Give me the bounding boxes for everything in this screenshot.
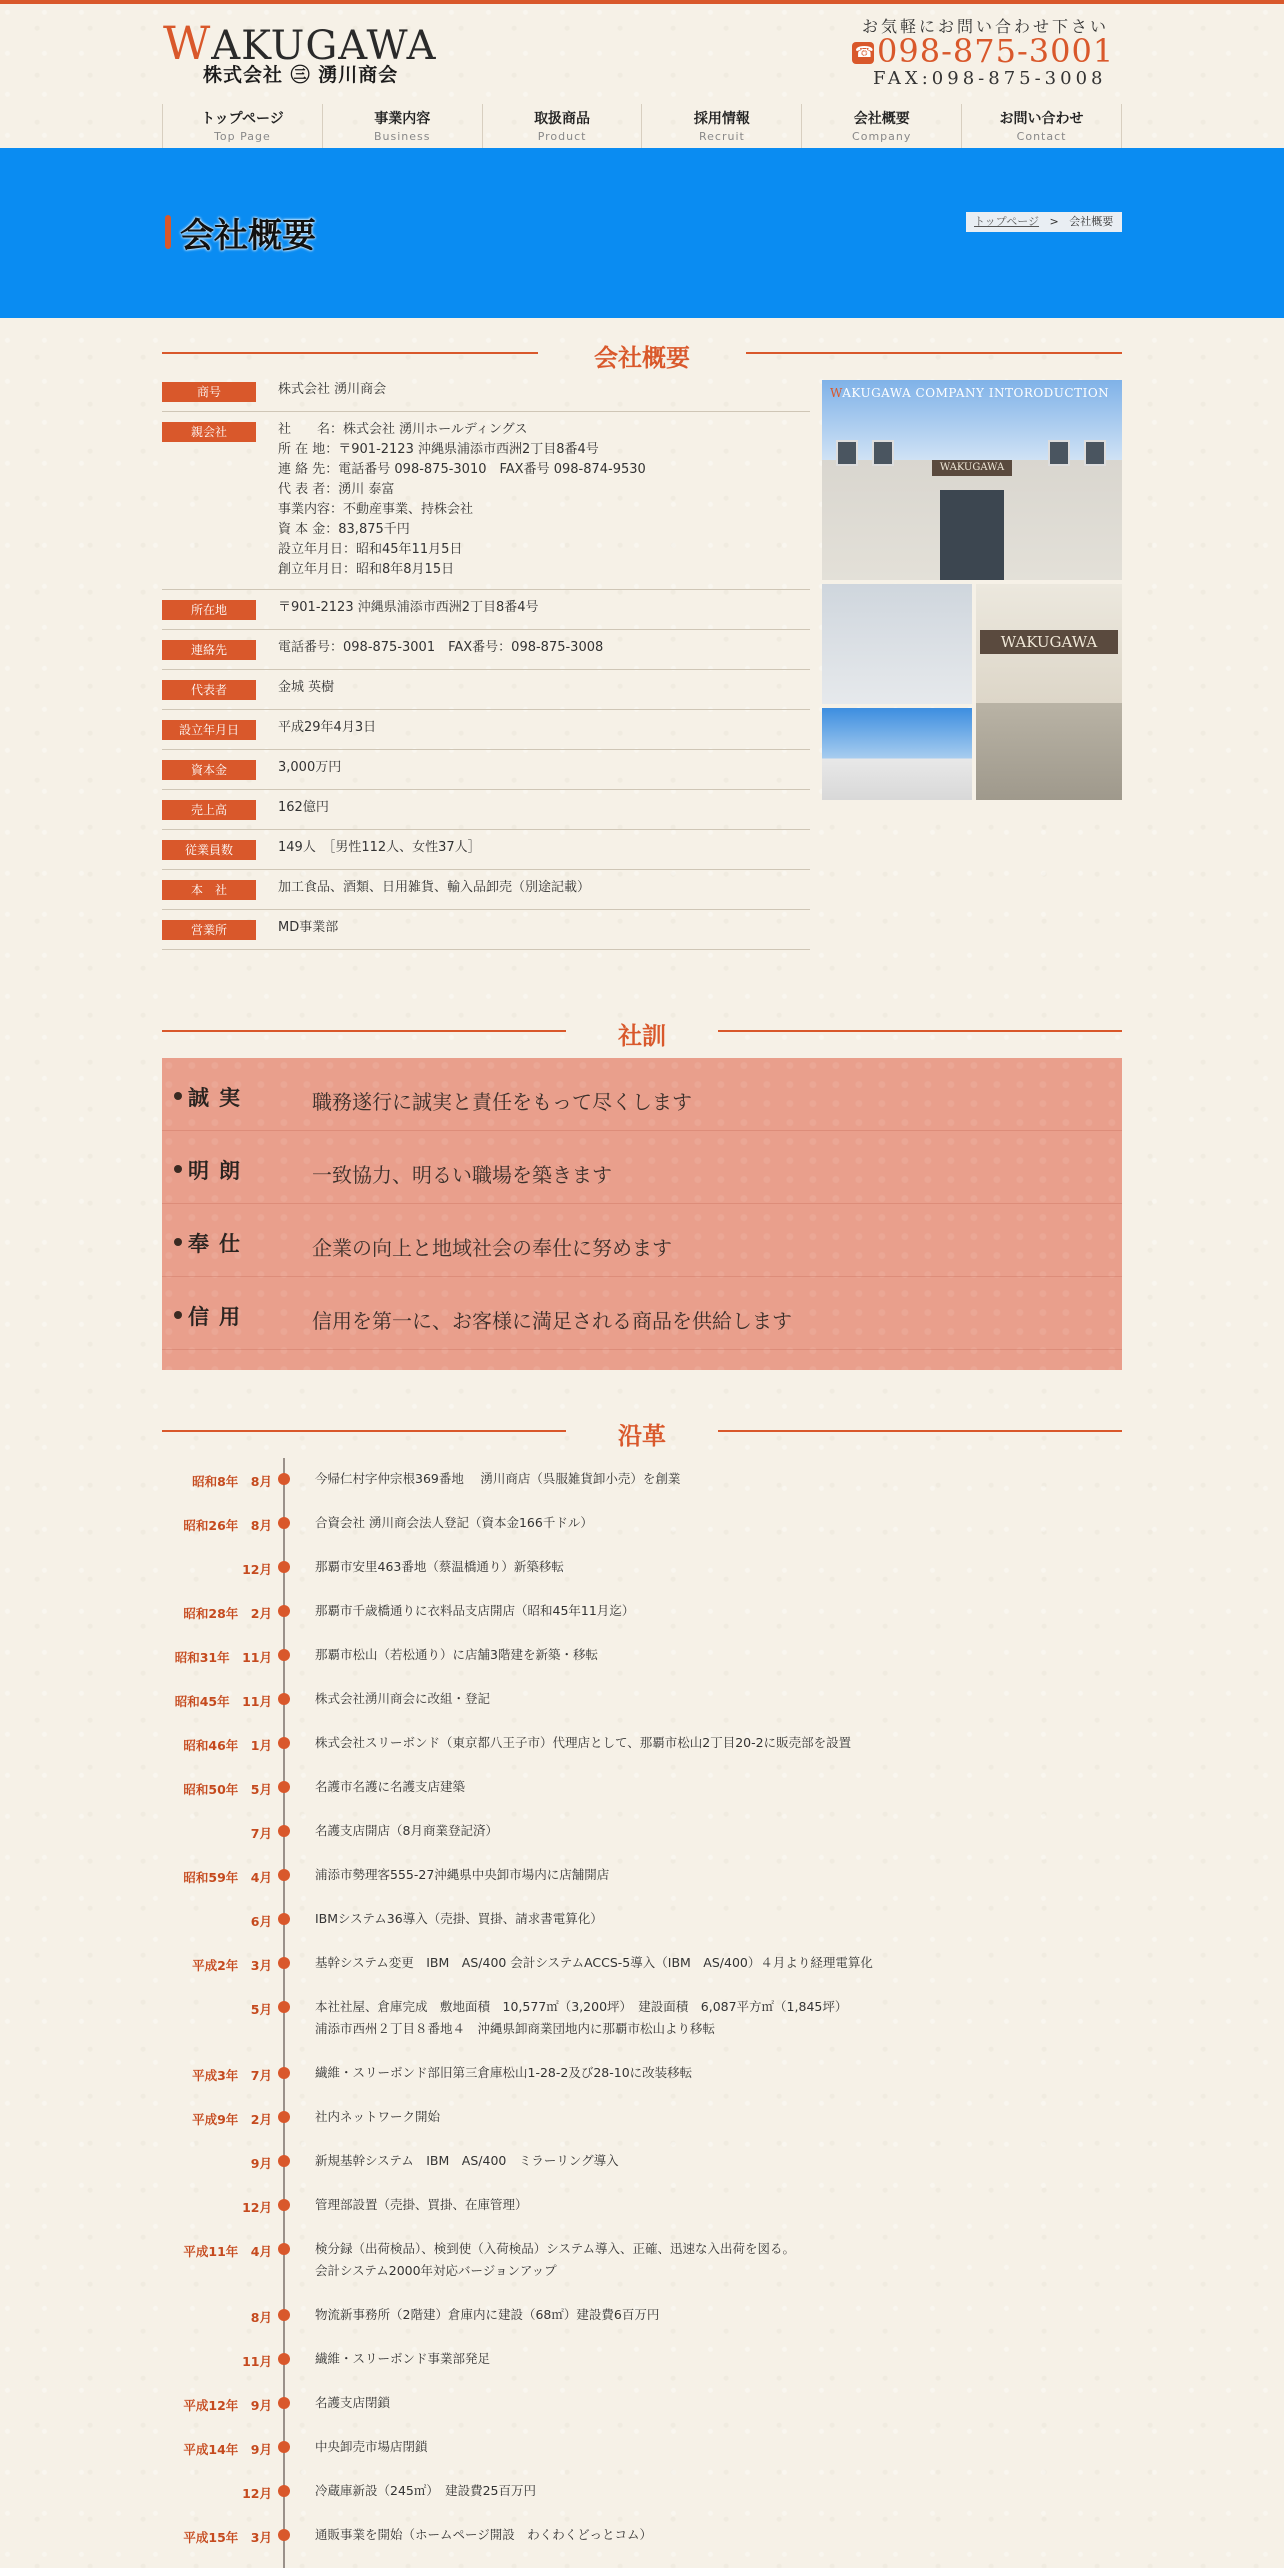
history-date: 昭和45年 11月 [174, 1694, 272, 1709]
window-shape [1084, 440, 1106, 466]
info-value [256, 838, 481, 860]
history-date: 昭和50年 5月 [183, 1782, 272, 1797]
company-photos [822, 380, 1122, 800]
nav-item-label: 採用情報 [693, 111, 750, 127]
history-text [315, 2194, 1115, 2216]
info-value [256, 420, 646, 580]
window-shape [836, 440, 858, 466]
nav-item-label: 事業内容 [374, 111, 431, 127]
history-date: 12月 [242, 2486, 272, 2501]
info-label: 本 社 [162, 880, 256, 900]
info-value-line: 資 本 金：83,875千円 [278, 522, 410, 537]
history-heading-label: 沿革 [618, 1422, 666, 1450]
info-row [162, 590, 810, 630]
info-value-line: 事業内容：不動産事業、持株会社 [278, 502, 474, 517]
history-text-line: 株式会社スリーボンド（東京都八王子市）代理店として、那覇市松山2丁目20-2に販売部を設置 [315, 1735, 852, 1750]
kunren-section-heading [162, 1016, 1122, 1050]
history-date: 12月 [242, 2200, 272, 2215]
info-value [256, 718, 376, 740]
info-label: 設立年月日 [162, 720, 256, 740]
history-text [315, 1776, 1115, 1798]
phone-icon [852, 42, 874, 64]
nav-item-sublabel: Product [537, 130, 587, 143]
history-text-line: 物流新事務所（2階建）倉庫内に建設（68㎡）建設費6百万円 [315, 2307, 660, 2322]
kunren-item [162, 1204, 1122, 1277]
info-value-line: 加工食品、酒類、日用雑貨、輸入品卸売（別途記載） [278, 880, 591, 895]
history-text-line: 新規基幹システム IBM AS/400 ミラーリング導入 [315, 2153, 619, 2168]
history-section-heading [162, 1416, 1122, 1450]
info-value-line: 162億円 [278, 800, 329, 815]
phone-number[interactable]: 098-875-3001 [877, 32, 1115, 70]
timeline-dot-icon [278, 1913, 290, 1925]
timeline-dot-icon [278, 2309, 290, 2321]
kunren-text: 職務遂行に誠実と責任をもって尽くします [312, 1090, 692, 1114]
window-shape [872, 440, 894, 466]
site-header [0, 4, 1284, 148]
info-label: 代表者 [162, 680, 256, 700]
building-sign: WAKUGAWA [932, 460, 1012, 476]
history-date: 平成3年 7月 [192, 2068, 272, 2083]
info-value-line: 連 絡 先：電話番号 098-875-3010 FAX番号 098-874-9530 [278, 462, 646, 477]
kunren-key: 明朗 [188, 1159, 250, 1183]
kunren-key: 奉仕 [188, 1232, 250, 1256]
info-row [162, 750, 810, 790]
breadcrumb-current: 会社概要 [1069, 215, 1114, 228]
building-entrance [940, 490, 1004, 580]
timeline-dot-icon [278, 1825, 290, 1837]
nav-item-company[interactable] [801, 104, 961, 148]
nav-item-recruit[interactable] [641, 104, 801, 148]
history-text-line: 那覇市松山（若松通り）に店舗3階建を新築・移転 [315, 1647, 598, 1662]
info-row [162, 630, 810, 670]
history-text-line: 通販事業を開始（ホームページ開設 わくわくどっとコム） [315, 2527, 653, 2542]
timeline-dot-icon [278, 2529, 290, 2541]
info-row [162, 830, 810, 870]
kunren-panel [162, 1058, 1122, 1370]
info-row [162, 710, 810, 750]
history-text-line: 繊維・スリーボンド事業部発足 [315, 2351, 491, 2366]
info-label: 親会社 [162, 422, 256, 442]
photo-caption: WAKUGAWA COMPANY INTORODUCTION [830, 386, 1110, 400]
history-date: 平成15年 3月 [183, 2530, 272, 2545]
kunren-text: 一致協力、明るい職場を築きます [312, 1163, 612, 1187]
history-date: 昭和59年 4月 [183, 1870, 272, 1885]
info-value-line: 〒901-2123 沖縄県浦添市西洲2丁目8番4号 [278, 600, 539, 615]
history-text [315, 1908, 1115, 1930]
info-value [256, 758, 341, 780]
timeline-dot-icon [278, 2353, 290, 2365]
bullet-icon [174, 1092, 182, 1100]
page-banner [0, 148, 1284, 318]
nav-item-label: 取扱商品 [534, 111, 591, 127]
main-nav [162, 104, 1122, 148]
history-date: 6月 [250, 1914, 272, 1929]
info-value-line: 株式会社 湧川商会 [278, 382, 387, 397]
history-date: 平成14年 9月 [183, 2442, 272, 2457]
history-text [315, 2304, 1115, 2326]
timeline-dot-icon [278, 2199, 290, 2211]
timeline-dot-icon [278, 1737, 290, 1749]
page-title: 会社概要 [180, 216, 316, 256]
timeline-dot-icon [278, 2001, 290, 2013]
nav-item-label: トップページ [201, 111, 284, 127]
site-logo[interactable]: WAKUGAWA [163, 16, 437, 70]
info-row [162, 412, 810, 590]
history-date: 9月 [250, 2156, 272, 2171]
kunren-item [162, 1277, 1122, 1350]
history-text-line: 社内ネットワーク開始 [315, 2109, 441, 2124]
history-text [315, 2436, 1115, 2458]
company-info-table [162, 372, 810, 950]
breadcrumb-home-link[interactable]: トップページ [974, 215, 1040, 228]
history-text-line: 合資会社 湧川商会法人登記（資本金166千ドル） [315, 1515, 593, 1530]
info-value-line: 創立年月日：昭和8年8月15日 [278, 562, 455, 577]
nav-item-product[interactable] [482, 104, 642, 148]
kunren-key: 誠実 [188, 1086, 250, 1110]
kunren-item [162, 1131, 1122, 1204]
timeline-dot-icon [278, 2155, 290, 2167]
exterior-photo [822, 708, 972, 800]
info-value-line: 設立年月日：昭和45年11月5日 [278, 542, 463, 557]
history-text [315, 2106, 1115, 2128]
history-text [315, 2062, 1115, 2084]
info-label: 営業所 [162, 920, 256, 940]
history-date: 昭和31年 11月 [174, 1650, 272, 1665]
info-row [162, 790, 810, 830]
info-value [256, 878, 590, 900]
info-value [256, 598, 539, 620]
timeline-dot-icon [278, 2243, 290, 2255]
history-text-line: 株式会社湧川商会に改組・登記 [315, 1691, 491, 1706]
info-value-line: 所 在 地：〒901-2123 沖縄県浦添市西洲2丁目8番4号 [278, 442, 599, 457]
history-text-line: 那覇市千歳橋通りに衣料品支店開店（昭和45年11月迄） [315, 1603, 635, 1618]
timeline-dot-icon [278, 1473, 290, 1485]
nav-item-sublabel: Recruit [698, 130, 745, 143]
info-label: 商号 [162, 382, 256, 402]
history-text [315, 1512, 1115, 1534]
history-date: 昭和26年 8月 [183, 1518, 272, 1533]
history-text-line: 管理部設置（売掛、買掛、在庫管理） [315, 2197, 528, 2212]
history-date: 平成2年 3月 [192, 1958, 272, 1973]
history-date: 昭和46年 1月 [183, 1738, 272, 1753]
nav-item-label: お問い合わせ [999, 111, 1084, 127]
nav-item-contact[interactable] [961, 104, 1122, 148]
fax-number: FAX:098-875-3008 [873, 68, 1107, 89]
history-text-line: 会計システム2000年対応バージョンアップ [315, 2263, 557, 2278]
timeline-dot-icon [278, 1517, 290, 1529]
storefront-sign: WAKUGAWA [980, 630, 1118, 654]
history-text [315, 1600, 1115, 1622]
history-text [315, 1820, 1115, 1842]
storefront-photo [976, 584, 1122, 800]
bullet-icon [174, 1238, 182, 1246]
nav-item-top-page[interactable] [162, 104, 322, 148]
info-value [256, 918, 338, 940]
history-date: 平成11年 4月 [183, 2244, 272, 2259]
info-row [162, 670, 810, 710]
history-text [315, 2392, 1115, 2414]
nav-item-sublabel: Company [852, 130, 912, 143]
company-heading-label: 会社概要 [594, 344, 690, 372]
history-text-line: 冷蔵庫新設（245㎡） 建設費25百万円 [315, 2483, 537, 2498]
history-text-line: 繊維・スリーボンド部旧第三倉庫松山1-28-2及び28-10に改装移転 [315, 2065, 693, 2080]
history-text-line: 名護支店開店（8月商業登記済） [315, 1823, 498, 1838]
info-value [256, 678, 334, 700]
breadcrumb-separator: > [1049, 215, 1059, 228]
info-value-line: 3,000万円 [278, 760, 342, 775]
history-date: 昭和28年 2月 [183, 1606, 272, 1621]
window-shape [1048, 440, 1070, 466]
timeline-dot-icon [278, 1561, 290, 1573]
timeline-dot-icon [278, 1693, 290, 1705]
history-text [315, 1688, 1115, 1710]
history-text [315, 2480, 1115, 2502]
kunren-item [162, 1058, 1122, 1131]
info-value-line: 平成29年4月3日 [278, 720, 377, 735]
history-date: 昭和8年 8月 [192, 1474, 272, 1489]
banner-accent-bar [165, 215, 171, 249]
history-text-line: 浦添市勢理客555-27沖縄県中央卸市場内に店舗開店 [315, 1867, 610, 1882]
info-label: 連絡先 [162, 640, 256, 660]
history-text-line: 本社社屋、倉庫完成 敷地面積 10,577㎡（3,200坪） 建設面積 6,087平方㎡（1,845坪） [315, 1999, 848, 2014]
company-section-heading [162, 338, 1122, 372]
timeline-dot-icon [278, 1649, 290, 1661]
info-value [256, 638, 603, 660]
kunren-text: 企業の向上と地域社会の奉仕に努めます [312, 1236, 672, 1260]
info-row [162, 870, 810, 910]
history-text-line: 浦添市西州２丁目８番地４ 沖縄県卸商業団地内に那覇市松山より移転 [315, 2021, 716, 2036]
info-value [256, 380, 386, 402]
history-text-line: 那覇市安里463番地（蔡温橋通り）新築移転 [315, 1559, 564, 1574]
bullet-icon [174, 1311, 182, 1319]
info-value-line: 社 名：株式会社 湧川ホールディングス [278, 422, 528, 437]
history-text [315, 1996, 1115, 2040]
timeline-dot-icon [278, 2397, 290, 2409]
nav-item-sublabel: Contact [1016, 130, 1067, 143]
kunren-heading-label: 社訓 [618, 1022, 666, 1050]
history-text [315, 2150, 1115, 2172]
timeline-dot-icon [278, 2111, 290, 2123]
nav-item-label: 会社概要 [853, 111, 910, 127]
timeline-dot-icon [278, 2485, 290, 2497]
history-date: 12月 [242, 1562, 272, 1577]
history-text-line: 名護市名護に名護支店建築 [315, 1779, 466, 1794]
office-photo [822, 584, 972, 704]
history-text [315, 2524, 1115, 2546]
timeline-dot-icon [278, 1957, 290, 1969]
history-text-line: 中央卸売市場店閉鎖 [315, 2439, 428, 2454]
history-text [315, 1468, 1115, 1490]
history-text [315, 1952, 1115, 1974]
nav-item-business[interactable] [322, 104, 482, 148]
company-name-logo: 株式会社 ㊂ 湧川商会 [203, 64, 399, 86]
bullet-icon [174, 1165, 182, 1173]
timeline-dot-icon [278, 2067, 290, 2079]
history-text [315, 1864, 1115, 1886]
contact-note: お気軽にお問い合わせ下さい [862, 17, 1110, 36]
info-row [162, 372, 810, 412]
info-label: 売上高 [162, 800, 256, 820]
history-text [315, 1732, 1115, 1754]
info-label: 所在地 [162, 600, 256, 620]
info-value-line: 金城 英樹 [278, 680, 335, 695]
timeline-dot-icon [278, 2441, 290, 2453]
history-text-line: 今帰仁村字仲宗根369番地 湧川商店（呉服雑貨卸小売）を創業 [315, 1471, 681, 1486]
history-text-line: 名護支店閉鎖 [315, 2395, 391, 2410]
history-date: 7月 [250, 1826, 272, 1841]
history-date: 11月 [242, 2354, 272, 2369]
history-timeline [162, 1458, 1122, 2568]
info-label: 資本金 [162, 760, 256, 780]
info-value-line: 代 表 者：湧川 泰富 [278, 482, 395, 497]
info-value-line: 電話番号：098-875-3001 FAX番号：098-875-3008 [278, 640, 604, 655]
kunren-text: 信用を第一に、お客様に満足される商品を供給します [312, 1309, 792, 1333]
history-text [315, 2348, 1115, 2370]
history-text [315, 1644, 1115, 1666]
history-text [315, 2238, 1115, 2282]
history-date: 平成9年 2月 [192, 2112, 272, 2127]
timeline-dot-icon [278, 1605, 290, 1617]
history-text-line: IBMシステム36導入（売掛、買掛、請求書電算化） [315, 1911, 603, 1926]
breadcrumb [966, 212, 1122, 232]
info-value [256, 798, 329, 820]
history-text-line: 検分録（出荷検品）、検到使（入荷検品）システム導入、正確、迅速な入出荷を図る。 [315, 2241, 796, 2256]
info-value-line: 149人 ［男性112人、女性37人］ [278, 840, 481, 855]
nav-item-sublabel: Business [373, 130, 431, 143]
kunren-key: 信用 [188, 1305, 250, 1329]
timeline-dot-icon [278, 1781, 290, 1793]
history-date: 5月 [250, 2002, 272, 2017]
history-date: 8月 [250, 2310, 272, 2325]
timeline-dot-icon [278, 1869, 290, 1881]
history-text-line: 基幹システム変更 IBM AS/400 会計システムACCS-5導入（IBM AS/400）４月より経理電算化 [315, 1955, 873, 1970]
info-value-line: MD事業部 [278, 920, 339, 935]
info-label: 従業員数 [162, 840, 256, 860]
building-photo [822, 380, 1122, 580]
nav-item-sublabel: Top Page [214, 130, 271, 143]
history-date: 平成12年 9月 [183, 2398, 272, 2413]
info-row [162, 910, 810, 950]
history-text [315, 1556, 1115, 1578]
